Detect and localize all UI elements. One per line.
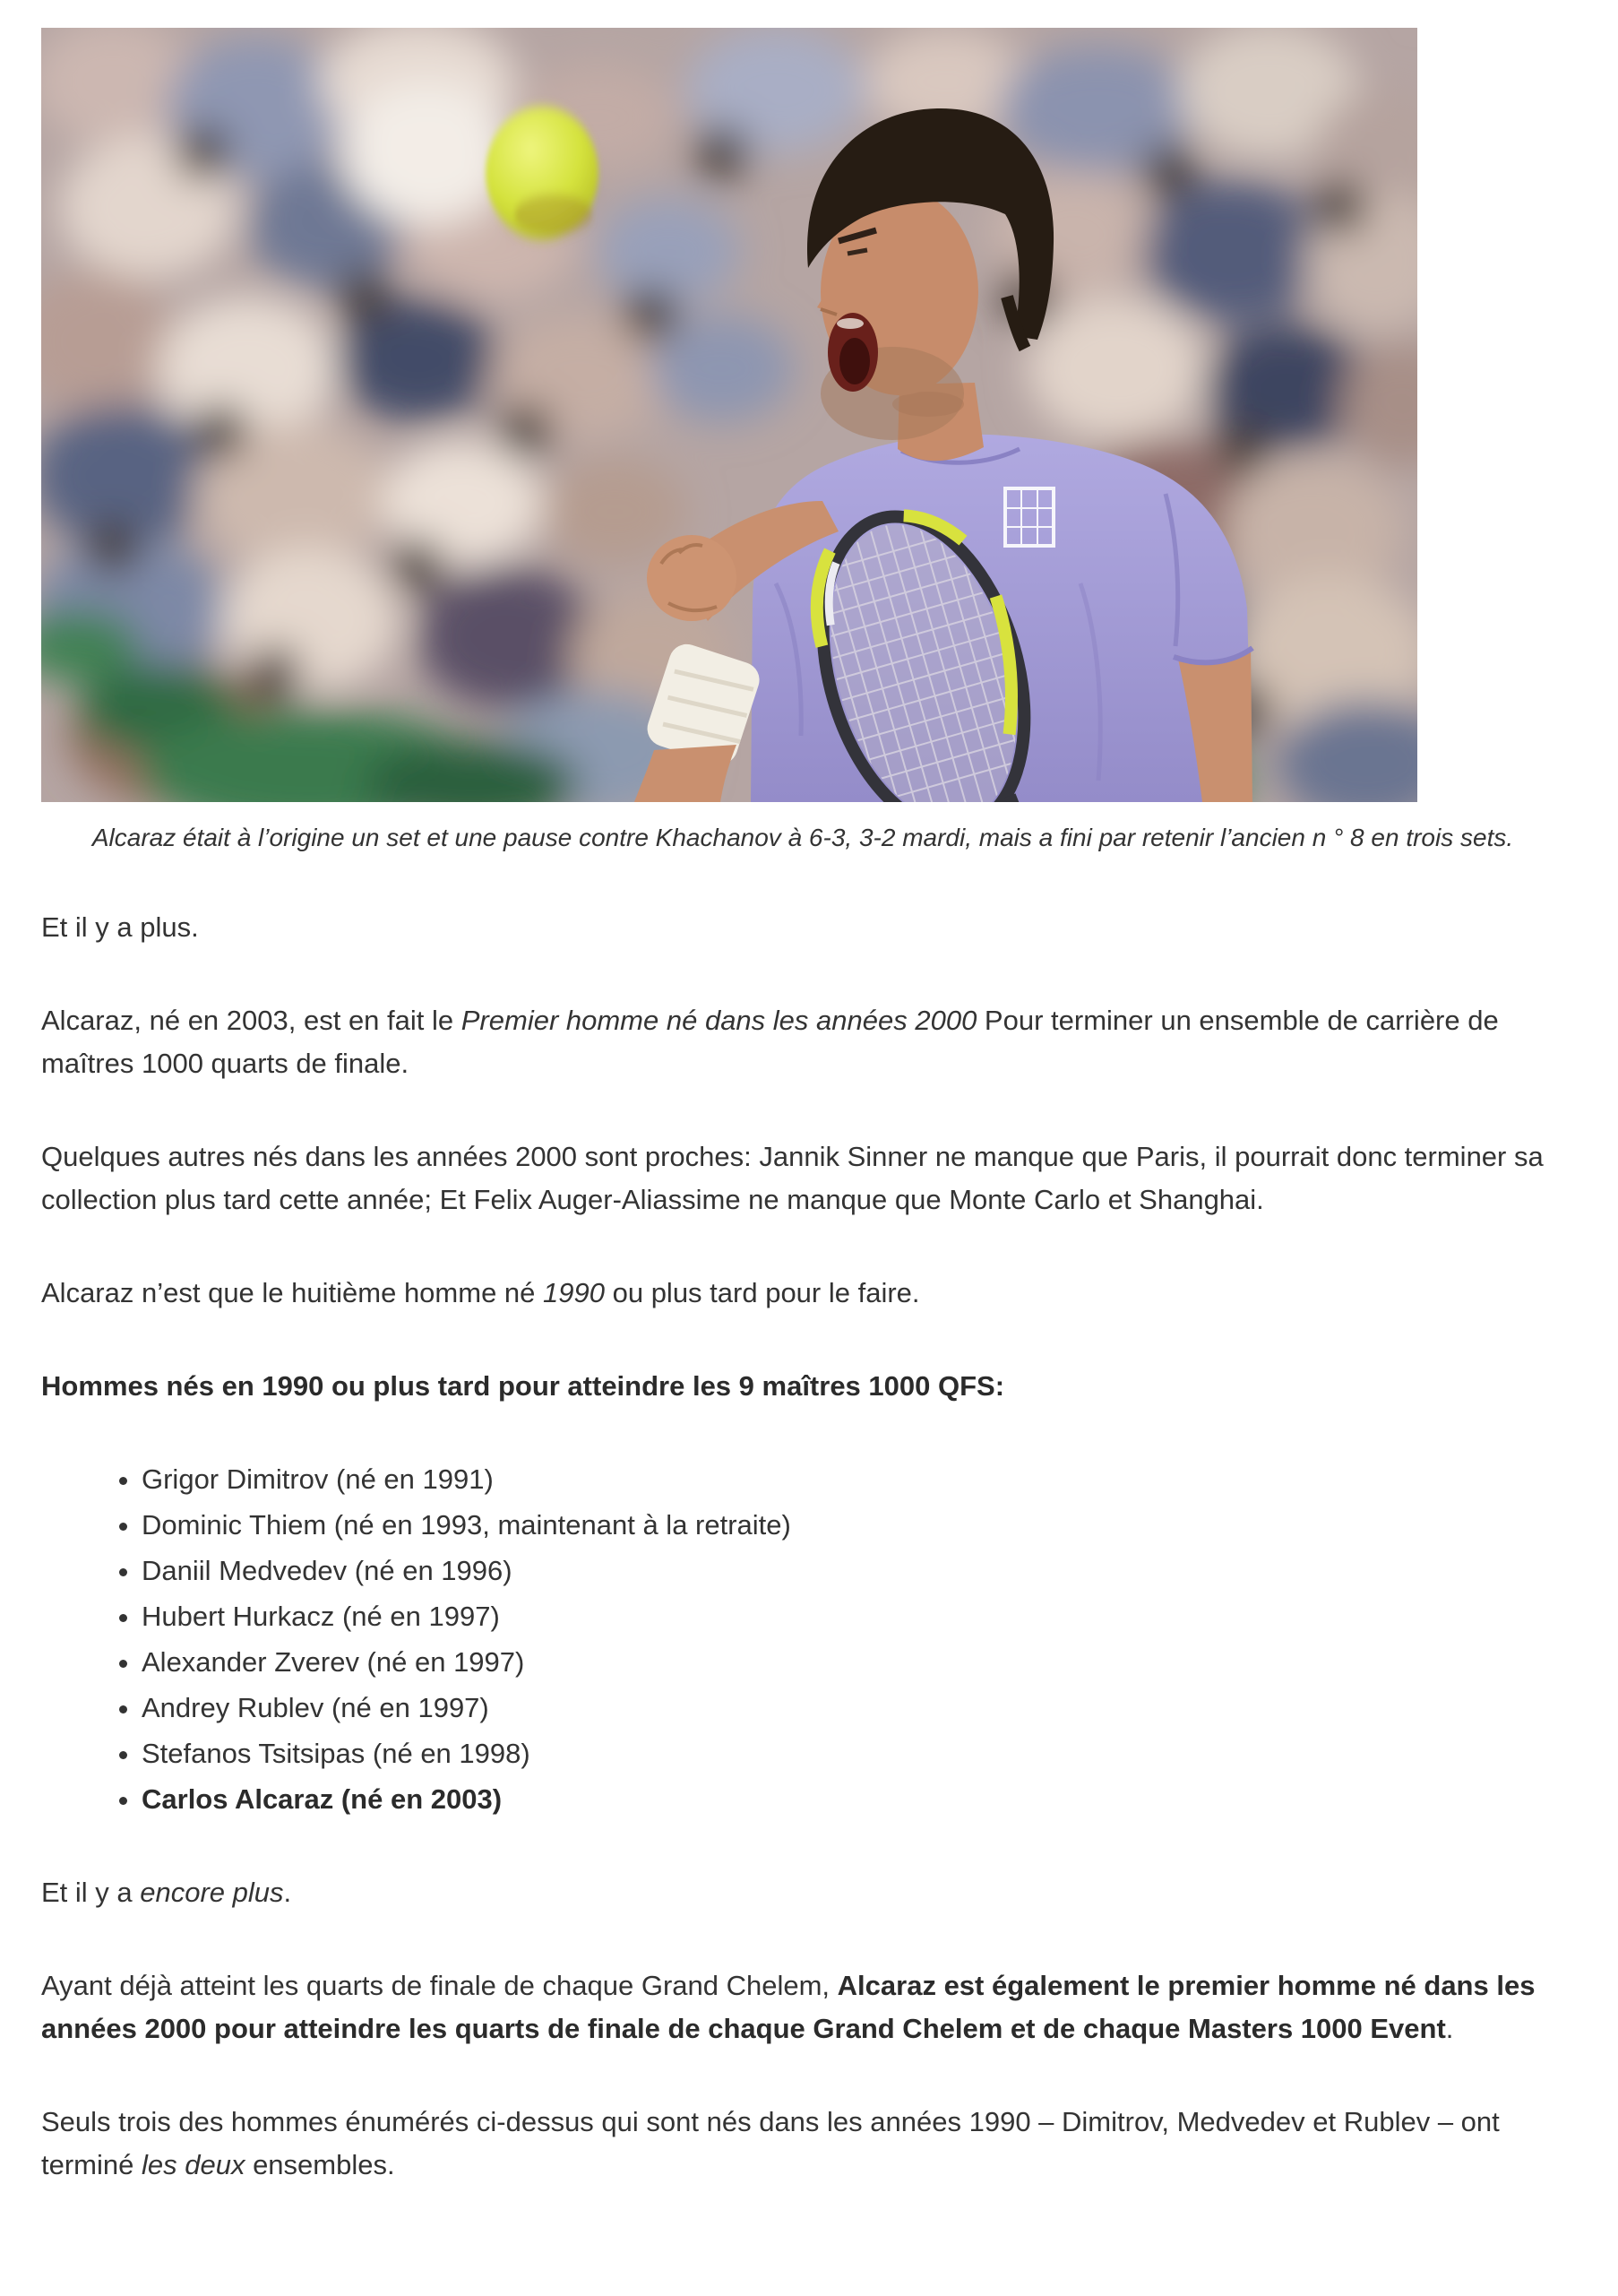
list-item-thiem (142, 1504, 1546, 1547)
text-run: Quelques autres nés dans les années 2000 sont proches: Jannik Sinner ne manque que Paris, il pourrait donc terminer sa collection plus tard cette année; Et Felix Auger-Aliassime ne manque que Monte Carlo et Shanghai. (41, 1141, 1544, 1215)
text-run: Seuls trois des hommes énumérés ci-dessus qui sont nés dans les années 1990 – Dimitrov, Medvedev et Rublev – ont terminé (41, 2106, 1500, 2180)
list-item-tsitsipas (142, 1732, 1546, 1775)
italic-run: 1990 (543, 1277, 605, 1308)
text-run: Andrey Rublev (né en 1997) (142, 1692, 489, 1723)
list-heading (41, 1365, 1546, 1408)
text-run: . (283, 1877, 292, 1908)
alcaraz-celebration-photo (41, 28, 1417, 802)
list-item-hurkacz (142, 1595, 1546, 1638)
text-run: Alexander Zverev (né en 1997) (142, 1646, 525, 1678)
text-run: Alcaraz, né en 2003, est en fait le (41, 1005, 461, 1036)
paragraph-first-2000s (41, 999, 1546, 1085)
italic-run: encore plus (140, 1877, 284, 1908)
bold-run: Hommes nés en 1990 ou plus tard pour atteindre les 9 maîtres 1000 QFS: (41, 1370, 1005, 1402)
paragraph-only-three (41, 2101, 1546, 2187)
text-run: . (1445, 2013, 1454, 2044)
photo-caption: Alcaraz était à l’origine un set et une pause contre Khachanov à 6-3, 3-2 mardi, mais a fini par retenir l’ancien n ° 8 en trois sets. (91, 824, 1514, 851)
text-run: Alcaraz n’est que le huitième homme né (41, 1277, 544, 1308)
bold-run: Alcaraz est également le premier homme né dans les années 2000 pour atteindre les quarts de finale de chaque Grand Chelem et de chaque Masters 1000 Event (41, 1970, 1536, 2044)
text-run: Ayant déjà atteint les quarts de finale de chaque Grand Chelem, (41, 1970, 838, 2001)
paragraph-more (41, 1871, 1546, 1914)
article-figure (0, 0, 1618, 856)
list-item-alcaraz (142, 1778, 1546, 1821)
article-body (41, 906, 1546, 2187)
text-run: Hubert Hurkacz (né en 1997) (142, 1601, 500, 1632)
italic-run: les deux (141, 2149, 245, 2180)
list-item-rublev (142, 1687, 1546, 1730)
italic-run: Premier homme né dans les années 2000 (460, 1005, 977, 1036)
paragraph-others-close (41, 1135, 1546, 1221)
text-run: Daniil Medvedev (né en 1996) (142, 1555, 512, 1586)
bold-run: Carlos Alcaraz (né en 2003) (142, 1783, 503, 1815)
alcaraz-photo-illustration (41, 28, 1417, 802)
text-run: Grigor Dimitrov (né en 1991) (142, 1463, 494, 1495)
text-run: Et il y a (41, 1877, 141, 1908)
text-run: ou plus tard pour le faire. (604, 1277, 920, 1308)
list-item-zverev (142, 1641, 1546, 1684)
paragraph-eighth-man (41, 1272, 1546, 1315)
text-run: Dominic Thiem (né en 1993, maintenant à la retraite) (142, 1509, 791, 1541)
list-item-medvedev (142, 1549, 1546, 1593)
paragraph-also-first (41, 1964, 1546, 2050)
paragraph-intro (41, 906, 1546, 949)
players-list (41, 1458, 1546, 1821)
list-item-dimitrov (142, 1458, 1546, 1501)
text-run: Stefanos Tsitsipas (né en 1998) (142, 1738, 530, 1769)
text-run: Pour terminer un ensemble de carrière de maîtres 1000 quarts de finale. (41, 1005, 1499, 1079)
text-run: Et il y a plus. (41, 911, 199, 943)
tennis-ball (486, 107, 598, 239)
text-run: ensembles. (245, 2149, 395, 2180)
